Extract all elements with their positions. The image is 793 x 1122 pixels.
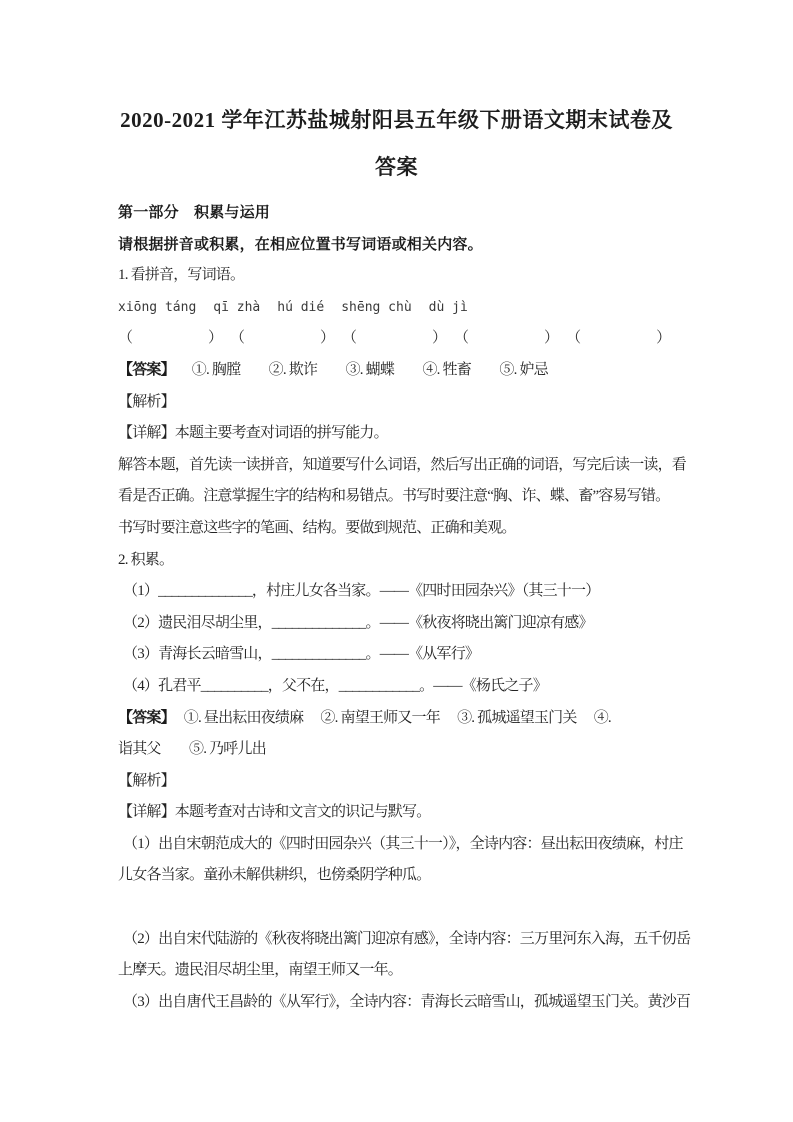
document-title (60, 97, 733, 191)
document-body (118, 197, 691, 1018)
section-instruction: 请根据拼音或积累，在相应位置书写词语或相关内容。 (118, 235, 483, 253)
q1-stem: 1. 看拼音，写词语。 (118, 267, 245, 284)
q2-answer-label: 【答案】 (118, 709, 175, 726)
q2-stem: 2. 积累。 (118, 551, 174, 568)
q2-detail: 【详解】本题考查对古诗和文言文的识记与默写。 (118, 804, 431, 821)
pinyin-word-4: shēng chù (341, 299, 412, 315)
q1-answer-blank-row (118, 323, 680, 355)
q1-answer-items: ①. 胸膛 ②. 欺诈 ③. 蝴蝶 ④. 牲畜 ⑤. 妒忌 (191, 361, 548, 378)
answer-blank-1: （ ） (118, 330, 224, 347)
pinyin-word-3: hú dié (277, 299, 325, 315)
answer-blank-2: （ ） (230, 330, 336, 347)
q2-item-1: （1）______________，村庄儿女各当家。——《四时田园杂兴》（其三十一） (123, 583, 600, 600)
q2-explanation2-line-2: 上摩天。遗民泪尽胡尘里，南望王师又一年。 (118, 962, 403, 979)
q1-answer-line (118, 355, 680, 387)
q1-explanation-line-2: 看是否正确。注意掌握生字的结构和易错点。书写时要注意“胸、诈、蝶、畜”容易写错。 (118, 488, 670, 505)
q2-answer-line-1 (118, 703, 680, 735)
q1-explanation-line-1: 解答本题，首先读一读拼音，知道要写什么词语，然后写出正确的词语，写完后读一读，看 (118, 456, 687, 473)
q1-pinyin-row (118, 292, 680, 324)
pinyin-word-5: dù jì (428, 299, 468, 315)
q2-explanation1-line-1: （1）出自宋朝范成大的《四时田园杂兴（其三十一）》，全诗内容：昼出耘田夜绩麻，村庄 (123, 835, 683, 852)
answer-blank-5: （ ） (566, 330, 672, 347)
document-title-line-2: 答案 (375, 155, 418, 179)
pinyin-word-1: xiōng táng (118, 299, 197, 315)
q2-item-2: （2）遗民泪尽胡尘里，______________。——《秋夜将晓出篱门迎凉有感》 (123, 614, 593, 631)
q1-analysis-label: 【解析】 (118, 393, 175, 410)
q2-answer-items-1: ①. 昼出耘田夜绩麻 ②. 南望王师又一年 ③. 孤城遥望玉门关 ④. (183, 709, 611, 726)
q2-explanation1-line-2: 儿女各当家。童孙未解供耕织，也傍桑阴学种瓜。 (118, 867, 431, 884)
q2-analysis-label: 【解析】 (118, 772, 175, 789)
blank-line (118, 892, 680, 924)
document-title-line-1: 2020-2021 学年江苏盐城射阳县五年级下册语文期末试卷及 (120, 108, 673, 132)
answer-blank-4: （ ） (454, 330, 560, 347)
pinyin-word-2: qī zhà (213, 299, 261, 315)
q1-detail: 【详解】本题主要考查对词语的拼写能力。 (118, 425, 388, 442)
q2-explanation2-line-1: （2）出自宋代陆游的《秋夜将晓出篱门迎凉有感》，全诗内容：三万里河东入海，五千仞岳 (123, 930, 691, 947)
q2-item-3: （3）青海长云暗雪山，______________。——《从军行》 (123, 646, 480, 663)
section-heading: 第一部分 积累与运用 (118, 204, 271, 221)
q2-answer-line-2: 诣其父 ⑤. 乃呼儿出 (118, 741, 266, 758)
answer-blank-3: （ ） (342, 330, 448, 347)
q2-explanation3-line-1: （3）出自唐代王昌龄的《从军行》，全诗内容：青海长云暗雪山，孤城遥望玉门关。黄沙百 (123, 993, 691, 1010)
q1-explanation-line-3: 书写时要注意这些字的笔画、结构。要做到规范、正确和美观。 (118, 519, 516, 536)
q2-item-4: （4）孔君平__________，父不在，____________。——《杨氏之子》 (123, 677, 547, 694)
q1-answer-label: 【答案】 (118, 361, 175, 378)
